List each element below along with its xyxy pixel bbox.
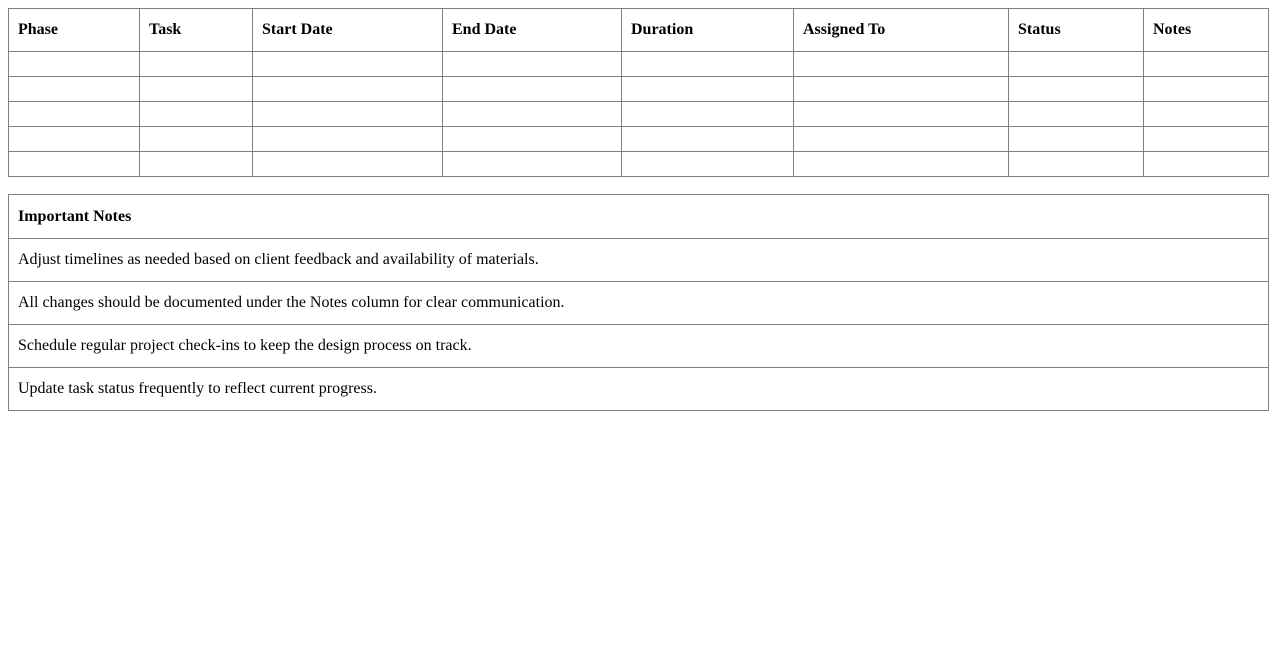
timeline-cell	[253, 127, 443, 152]
timeline-row	[9, 77, 1269, 102]
note-text: Adjust timelines as needed based on client feedback and availability of materials.	[9, 239, 1269, 282]
note-row	[9, 282, 1269, 325]
note-text: All changes should be documented under the Notes column for clear communication.	[9, 282, 1269, 325]
timeline-cell	[9, 102, 140, 127]
important-notes-body	[9, 239, 1269, 411]
timeline-table	[8, 8, 1269, 177]
timeline-cell	[140, 52, 253, 77]
timeline-cell	[1144, 102, 1269, 127]
timeline-cell	[140, 77, 253, 102]
timeline-cell	[9, 77, 140, 102]
timeline-cell	[253, 152, 443, 177]
column-header-end-date: End Date	[443, 9, 622, 52]
timeline-cell	[1009, 77, 1144, 102]
timeline-cell	[9, 127, 140, 152]
column-header-duration: Duration	[622, 9, 794, 52]
column-header-status: Status	[1009, 9, 1144, 52]
timeline-cell	[140, 152, 253, 177]
timeline-cell	[253, 102, 443, 127]
column-header-phase: Phase	[9, 9, 140, 52]
timeline-cell	[443, 77, 622, 102]
note-text: Schedule regular project check-ins to keep the design process on track.	[9, 325, 1269, 368]
timeline-cell	[1009, 102, 1144, 127]
timeline-cell	[622, 152, 794, 177]
timeline-header-row	[9, 9, 1269, 52]
note-row	[9, 239, 1269, 282]
timeline-row	[9, 52, 1269, 77]
column-header-assigned-to: Assigned To	[794, 9, 1009, 52]
timeline-cell	[794, 77, 1009, 102]
note-row	[9, 325, 1269, 368]
timeline-cell	[1144, 152, 1269, 177]
timeline-cell	[794, 152, 1009, 177]
column-header-notes: Notes	[1144, 9, 1269, 52]
timeline-cell	[622, 77, 794, 102]
timeline-cell	[1009, 127, 1144, 152]
timeline-cell	[253, 52, 443, 77]
timeline-cell	[1009, 152, 1144, 177]
timeline-cell	[622, 102, 794, 127]
timeline-cell	[443, 102, 622, 127]
timeline-cell	[140, 102, 253, 127]
timeline-cell	[443, 127, 622, 152]
column-header-task: Task	[140, 9, 253, 52]
timeline-cell	[9, 152, 140, 177]
timeline-cell	[140, 127, 253, 152]
timeline-row	[9, 102, 1269, 127]
important-notes-header-row	[9, 195, 1269, 239]
timeline-cell	[794, 52, 1009, 77]
timeline-cell	[443, 152, 622, 177]
important-notes-table	[8, 194, 1269, 411]
timeline-cell	[1144, 127, 1269, 152]
important-notes-title: Important Notes	[9, 195, 1269, 239]
timeline-cell	[9, 52, 140, 77]
timeline-cell	[1144, 52, 1269, 77]
timeline-body	[9, 52, 1269, 177]
column-header-start-date: Start Date	[253, 9, 443, 52]
timeline-cell	[622, 52, 794, 77]
timeline-cell	[443, 52, 622, 77]
timeline-cell	[253, 77, 443, 102]
timeline-row	[9, 127, 1269, 152]
timeline-cell	[794, 102, 1009, 127]
note-text: Update task status frequently to reflect current progress.	[9, 368, 1269, 411]
timeline-cell	[794, 127, 1009, 152]
note-row	[9, 368, 1269, 411]
timeline-row	[9, 152, 1269, 177]
timeline-cell	[1144, 77, 1269, 102]
timeline-cell	[622, 127, 794, 152]
timeline-cell	[1009, 52, 1144, 77]
